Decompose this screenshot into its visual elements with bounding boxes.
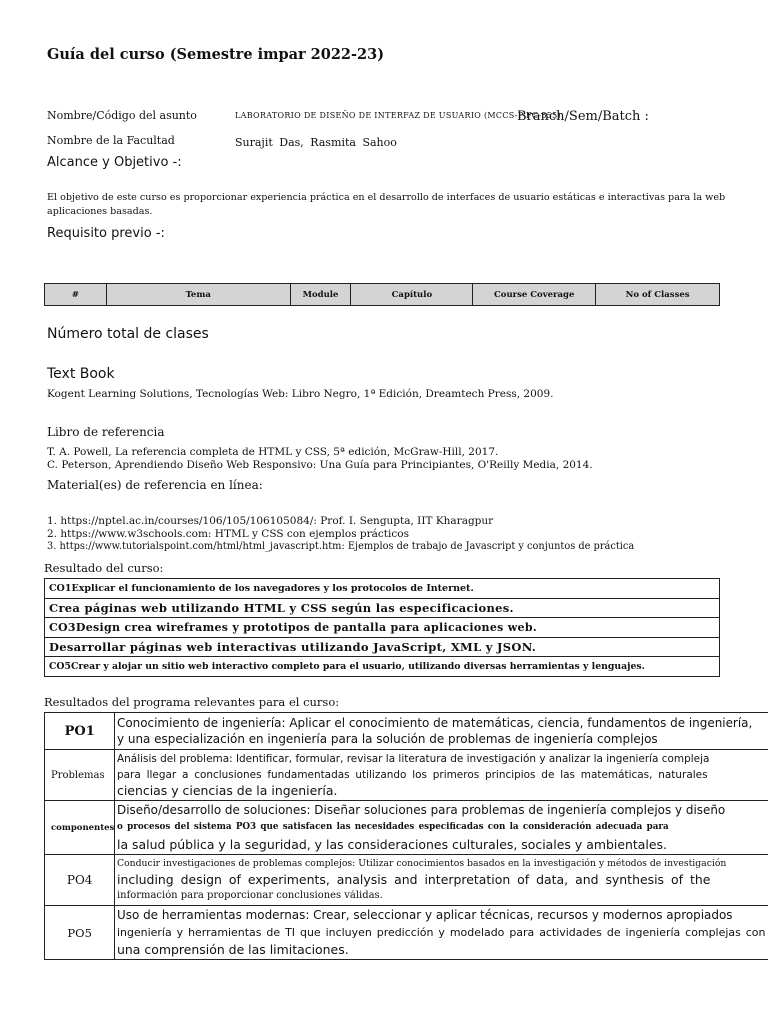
topics-table	[44, 283, 720, 306]
col-number: #	[45, 284, 107, 306]
po-code-3: componentes	[45, 801, 115, 855]
page-title: Guía del curso (Semestre impar 2022-23)	[47, 46, 385, 63]
col-course-coverage: Course Coverage	[473, 284, 596, 306]
po-2-line-3: ciencias y ciencias de la ingeniería.	[117, 783, 338, 798]
scope-text-line-1: El objetivo de este curso es proporcionar experiencia práctica en el desarrollo de interfaces de usuario estáticas e interactivas para la web	[47, 192, 726, 203]
subject-label: Nombre/Código del asunto	[47, 109, 197, 122]
po-code-4: PO4	[45, 855, 115, 906]
po-row	[45, 801, 768, 855]
po-desc-1	[115, 713, 768, 750]
course-outcomes-heading: Resultado del curso:	[44, 561, 164, 575]
program-outcomes-table	[44, 712, 768, 960]
faculty-value: Surajit Das, Rasmita Sahoo	[235, 136, 397, 149]
prereq-heading: Requisito previo -:	[47, 226, 165, 241]
online-ref-3: 3. https://www.tutorialspoint.com/html/html_javascript.htm: Ejemplos de trabajo de Javascript y conjuntos de práctica	[47, 541, 635, 552]
po-desc-2	[115, 750, 768, 801]
po-4-line-2: including design of experiments, analysis and interpretation of data, and synthesis of the	[117, 872, 711, 887]
subject-value: LABORATORIO DE DISEÑO DE INTERFAZ DE USUARIO (MCCS-P-FC-555)	[235, 111, 561, 120]
scope-heading: Alcance y Objetivo -:	[47, 155, 182, 170]
reference-book-entry-2: C. Peterson, Aprendiendo Diseño Web Responsivo: Una Guía para Principiantes, O'Reilly Media, 2014.	[47, 459, 593, 471]
branch-label: Branch/Sem/Batch :	[517, 109, 649, 124]
po-code-1: PO1	[45, 713, 115, 750]
po-row	[45, 713, 768, 750]
po-3-line-2: o procesos del sistema PO3 que satisfacen las necesidades especificadas con la consideración adecuada para	[117, 822, 670, 832]
po-1-line-1: Conocimiento de ingeniería: Aplicar el conocimiento de matemáticas, ciencia, fundamentos de ingeniería,	[117, 716, 753, 730]
online-ref-2: 2. https://www.w3schools.com: HTML y CSS con ejemplos prácticos	[47, 528, 409, 540]
po-row	[45, 906, 768, 960]
co-row-4: Desarrollar páginas web interactivas utilizando JavaScript, XML y JSON.	[45, 637, 720, 657]
po-2-line-2: para llegar a conclusiones fundamentadas utilizando los primeros principios de las matemáticas, naturales	[117, 769, 708, 781]
co-row	[45, 637, 720, 657]
po-4-line-1: Conducir investigaciones de problemas complejos: Utilizar conocimientos basados en la investigación y métodos de investigación	[117, 858, 727, 869]
col-module: Module	[290, 284, 351, 306]
po-row	[45, 750, 768, 801]
co-row	[45, 657, 720, 677]
program-outcomes-heading: Resultados del programa relevantes para el curso:	[44, 695, 340, 709]
topics-header-row	[45, 284, 720, 306]
online-ref-1: 1. https://nptel.ac.in/courses/106/105/106105084/: Prof. I. Sengupta, IIT Kharagpur	[47, 515, 494, 527]
text-book-heading: Text Book	[47, 366, 115, 382]
text-book-entry: Kogent Learning Solutions, Tecnologías Web: Libro Negro, 1ª Edición, Dreamtech Press, 2009.	[47, 388, 554, 400]
po-row	[45, 855, 768, 906]
scope-text	[47, 191, 725, 219]
po-1-line-2: y una especialización en ingeniería para la solución de problemas de ingeniería complejos	[117, 732, 659, 746]
scope-text-line-2: aplicaciones basadas.	[47, 206, 153, 217]
po-3-line-3: la salud pública y la seguridad, y las consideraciones culturales, sociales y ambientales.	[117, 837, 668, 852]
col-no-of-classes: No of Classes	[596, 284, 720, 306]
co-row-5: CO5Crear y alojar un sitio web interactivo completo para el usuario, utilizando diversas herramientas y lenguajes.	[45, 657, 720, 677]
online-refs-heading: Material(es) de referencia en línea:	[47, 478, 263, 492]
po-desc-5	[115, 906, 768, 960]
reference-book-entry-1: T. A. Powell, La referencia completa de HTML y CSS, 5ª edición, McGraw-Hill, 2017.	[47, 446, 499, 458]
po-5-line-1: Uso de herramientas modernas: Crear, seleccionar y aplicar técnicas, recursos y modernos apropiados	[117, 908, 733, 922]
co-row-3: CO3Design crea wireframes y prototipos de pantalla para aplicaciones web.	[45, 618, 720, 638]
co-row	[45, 618, 720, 638]
co-row-1: CO1Explicar el funcionamiento de los navegadores y los protocolos de Internet.	[45, 579, 720, 599]
po-4-line-3: información para proporcionar conclusiones válidas.	[117, 890, 384, 901]
total-classes-label: Número total de clases	[47, 326, 209, 342]
reference-book-heading: Libro de referencia	[47, 425, 165, 439]
co-row	[45, 579, 720, 599]
po-5-line-2: ingeniería y herramientas de TI que incluyen predicción y modelado para actividades de ingeniería complejas con	[117, 926, 766, 939]
course-outcomes-table	[44, 578, 720, 677]
po-desc-3	[115, 801, 768, 855]
po-code-5: PO5	[45, 906, 115, 960]
col-chapter: Capítulo	[351, 284, 473, 306]
col-topic: Tema	[106, 284, 290, 306]
po-code-2: Problemas	[45, 750, 115, 801]
po-5-line-3: una comprensión de las limitaciones.	[117, 942, 350, 957]
po-3-line-1: Diseño/desarrollo de soluciones: Diseñar soluciones para problemas de ingeniería complejos y diseño	[117, 803, 726, 817]
po-desc-4	[115, 855, 768, 906]
po-2-line-1: Análisis del problema: Identificar, formular, revisar la literatura de investigación y analizar la ingeniería compleja	[117, 753, 710, 765]
co-row	[45, 598, 720, 618]
co-row-2: Crea páginas web utilizando HTML y CSS según las especificaciones.	[45, 598, 720, 618]
faculty-label: Nombre de la Facultad	[47, 134, 175, 147]
